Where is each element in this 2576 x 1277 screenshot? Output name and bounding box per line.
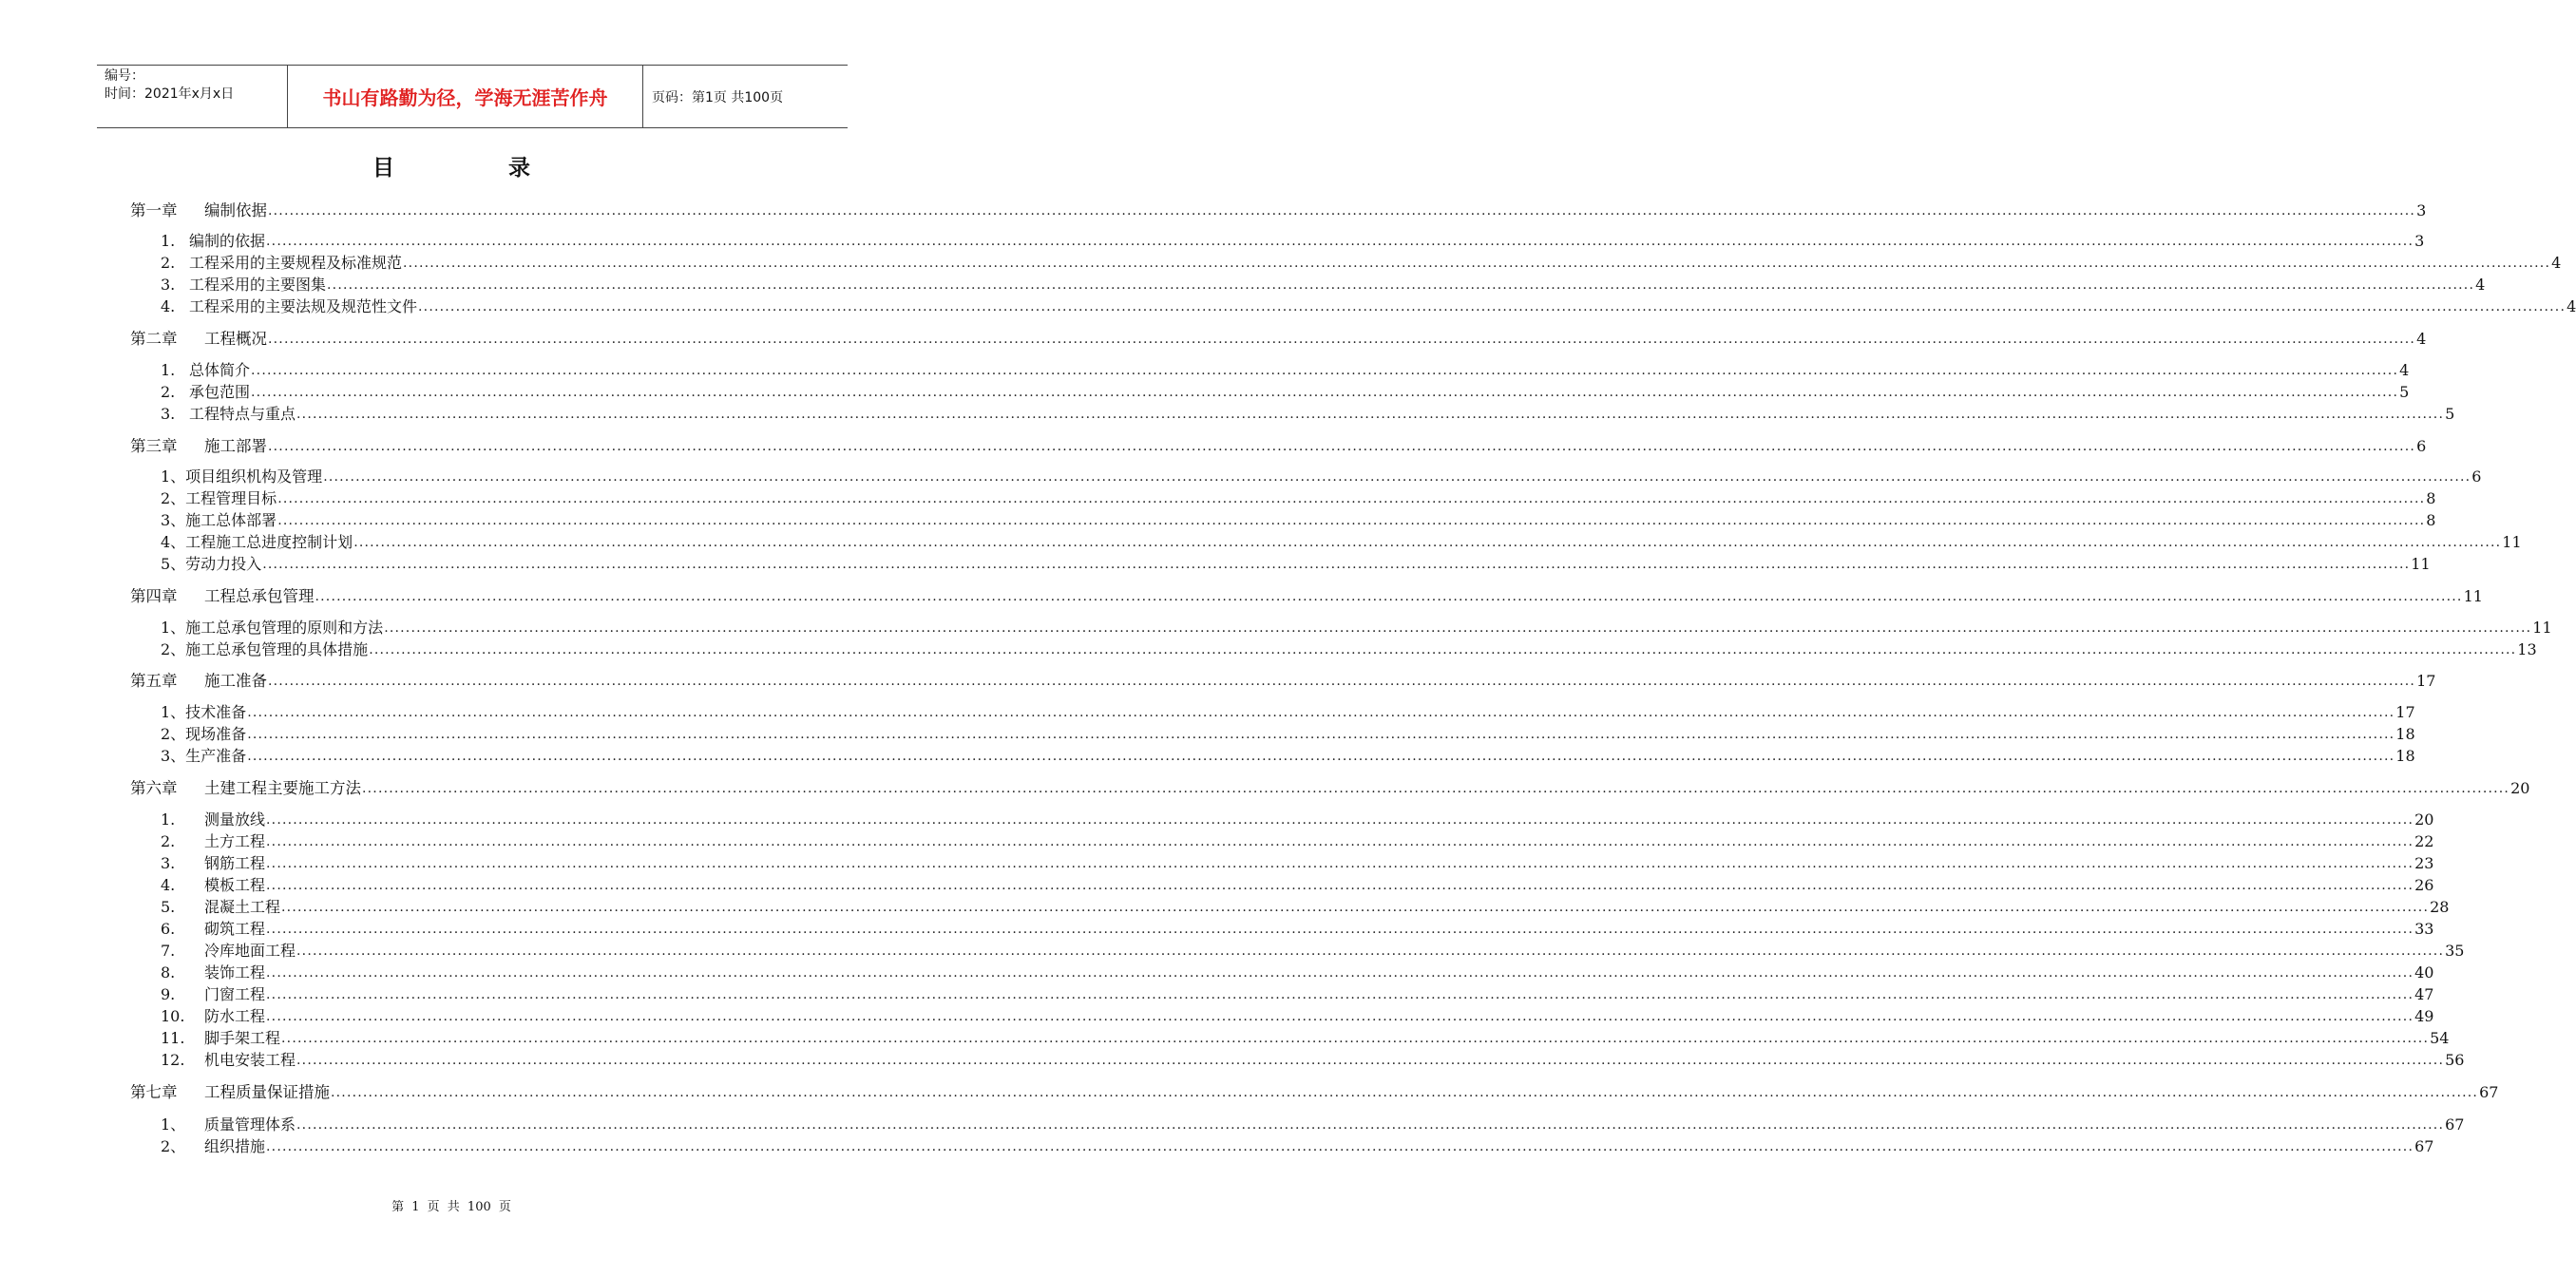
toc-entry-row[interactable] bbox=[0, 808, 2434, 829]
toc-page-number: 67 bbox=[2445, 1115, 2465, 1134]
toc-entry-row[interactable] bbox=[0, 358, 2410, 380]
toc-entry bbox=[204, 876, 2434, 895]
toc-leader-dots: ................................................................................................................................................................................................................................................................................................................................................................................................................ bbox=[266, 922, 2414, 937]
toc-entry-title: 脚手架工程 bbox=[204, 1029, 281, 1047]
toc-leader-dots: ................................................................................................................................................................................................................................................................................................................................................................................................................ bbox=[403, 256, 2551, 271]
toc-entry bbox=[204, 920, 2434, 939]
toc-leader-dots: ................................................................................................................................................................................................................................................................................................................................................................................................................ bbox=[266, 987, 2414, 1002]
toc-entry bbox=[204, 437, 2427, 456]
toc-entry-title: 5、劳动力投入 bbox=[161, 555, 262, 573]
toc-entry-row[interactable] bbox=[0, 700, 2415, 722]
toc-entry-number: 第四章 bbox=[130, 587, 178, 605]
toc-entry-title: 施工准备 bbox=[204, 672, 267, 690]
toc-leader-dots: ................................................................................................................................................................................................................................................................................................................................................................................................................ bbox=[247, 749, 2395, 764]
toc-entry-row[interactable] bbox=[0, 744, 2415, 766]
toc-entry-number: 4. bbox=[161, 297, 176, 315]
toc-entry bbox=[161, 747, 2415, 766]
toc-entry-row[interactable] bbox=[0, 530, 2522, 552]
toc-entry bbox=[189, 297, 2576, 316]
toc-entry-number: 3. bbox=[161, 854, 176, 872]
toc-page-number: 4 bbox=[2416, 330, 2427, 348]
toc-entry bbox=[204, 898, 2450, 917]
toc-page-number: 54 bbox=[2430, 1029, 2450, 1047]
toc-entry bbox=[204, 1115, 2465, 1134]
toc-entry-title: 工程概况 bbox=[204, 330, 267, 348]
toc-page-number: 67 bbox=[2414, 1137, 2434, 1155]
toc-leader-dots: ................................................................................................................................................................................................................................................................................................................................................................................................................ bbox=[362, 781, 2510, 796]
toc-entry-row[interactable] bbox=[0, 917, 2434, 939]
toc-entry-row[interactable] bbox=[0, 1134, 2434, 1156]
toc-entry-title: 施工部署 bbox=[204, 437, 267, 455]
toc-entry bbox=[204, 1029, 2450, 1048]
toc-entry-row[interactable] bbox=[0, 873, 2434, 895]
toc-entry-row[interactable] bbox=[0, 552, 2431, 574]
toc-entry-number: 11. bbox=[161, 1029, 185, 1047]
toc-entry bbox=[204, 942, 2465, 961]
toc-entry-title: 工程特点与重点 bbox=[189, 405, 296, 423]
toc-page-number: 4 bbox=[2551, 254, 2562, 272]
toc-entry-row[interactable] bbox=[0, 895, 2450, 917]
toc-entry-row[interactable] bbox=[0, 402, 2455, 424]
toc-leader-dots: ................................................................................................................................................................................................................................................................................................................................................................................................................ bbox=[281, 1031, 2430, 1046]
toc-page-number: 8 bbox=[2426, 489, 2436, 507]
toc-entry bbox=[189, 405, 2455, 424]
toc-entry-title: 工程采用的主要规程及标准规范 bbox=[189, 254, 403, 272]
toc-leader-dots: ................................................................................................................................................................................................................................................................................................................................................................................................................ bbox=[251, 363, 2399, 378]
toc-leader-dots: ................................................................................................................................................................................................................................................................................................................................................................................................................ bbox=[266, 878, 2414, 893]
toc-entry-title: 总体简介 bbox=[189, 361, 251, 379]
toc-leader-dots: ................................................................................................................................................................................................................................................................................................................................................................................................................ bbox=[327, 277, 2475, 293]
toc-page-number: 5 bbox=[2445, 405, 2455, 423]
toc-entry-title: 质量管理体系 bbox=[204, 1115, 296, 1134]
toc-entry-row[interactable] bbox=[0, 638, 2537, 659]
document-number-label: 编号： bbox=[105, 68, 144, 84]
toc-entry-row[interactable] bbox=[0, 295, 2576, 316]
toc-page-number: 20 bbox=[2414, 810, 2434, 829]
toc-leader-dots: ................................................................................................................................................................................................................................................................................................................................................................................................................ bbox=[296, 407, 2445, 422]
toc-entry-number: 1. bbox=[161, 232, 176, 250]
toc-entry-title: 工程总承包管理 bbox=[204, 587, 315, 605]
toc-entry bbox=[161, 725, 2415, 744]
toc-page-number: 40 bbox=[2414, 963, 2434, 982]
page-info-text: 页码：第1页 共100页 bbox=[652, 89, 784, 105]
toc-entry-number: 7. bbox=[161, 942, 176, 960]
toc-entry bbox=[204, 779, 2530, 798]
toc-entry-title: 砌筑工程 bbox=[204, 920, 266, 938]
toc-entry bbox=[204, 587, 2483, 606]
toc-page-number: 5 bbox=[2399, 383, 2410, 401]
toc-entry bbox=[204, 963, 2434, 982]
toc-page-number: 4 bbox=[2399, 361, 2410, 379]
toc-page-number: 6 bbox=[2416, 437, 2427, 455]
toc-entry-number: 4. bbox=[161, 876, 176, 894]
toc-page-number: 49 bbox=[2414, 1007, 2434, 1025]
toc-entry-row[interactable] bbox=[0, 1048, 2465, 1070]
toc-entry-title: 承包范围 bbox=[189, 383, 251, 401]
toc-entry-title: 2、施工总承包管理的具体措施 bbox=[161, 640, 369, 658]
toc-page-number: 33 bbox=[2414, 920, 2434, 938]
toc-page-number: 67 bbox=[2479, 1083, 2499, 1101]
toc-chapter-row[interactable] bbox=[0, 199, 2427, 220]
toc-entry-row[interactable] bbox=[0, 829, 2434, 851]
toc-entry-row[interactable] bbox=[0, 1113, 2465, 1134]
toc-entry-title: 3、生产准备 bbox=[161, 747, 247, 765]
toc-entry-row[interactable] bbox=[0, 273, 2486, 295]
motto-text: 书山有路勤为径，学海无涯苦作舟 bbox=[322, 86, 608, 109]
toc-entry bbox=[204, 985, 2434, 1004]
toc-entry-row[interactable] bbox=[0, 251, 2562, 273]
toc-chapter-row[interactable] bbox=[0, 669, 2436, 691]
toc-entry-number: 第七章 bbox=[130, 1083, 178, 1101]
toc-entry-title: 4、工程施工总进度控制计划 bbox=[161, 533, 353, 551]
toc-entry-row[interactable] bbox=[0, 1004, 2434, 1026]
toc-page-number: 47 bbox=[2414, 985, 2434, 1003]
toc-page-number: 20 bbox=[2510, 779, 2530, 797]
toc-entry-number: 10. bbox=[161, 1007, 185, 1025]
toc-page-number: 4 bbox=[2566, 297, 2576, 315]
toc-leader-dots: ................................................................................................................................................................................................................................................................................................................................................................................................................ bbox=[384, 620, 2532, 636]
toc-entry-row[interactable] bbox=[0, 939, 2465, 961]
toc-entry bbox=[204, 672, 2436, 691]
toc-entry bbox=[161, 619, 2552, 638]
toc-entry-row[interactable] bbox=[0, 229, 2425, 251]
toc-entry-number: 第二章 bbox=[130, 330, 178, 348]
toc-leader-dots: ................................................................................................................................................................................................................................................................................................................................................................................................................ bbox=[247, 705, 2395, 720]
toc-title-left: 目 bbox=[372, 156, 394, 181]
toc-leader-dots: ................................................................................................................................................................................................................................................................................................................................................................................................................ bbox=[266, 1009, 2414, 1024]
toc-entry-title: 编制依据 bbox=[204, 201, 267, 219]
toc-entry bbox=[189, 361, 2410, 380]
toc-leader-dots: ................................................................................................................................................................................................................................................................................................................................................................................................................ bbox=[266, 1139, 2414, 1154]
toc-leader-dots: ................................................................................................................................................................................................................................................................................................................................................................................................................ bbox=[331, 1085, 2479, 1100]
toc-entry-title: 1、技术准备 bbox=[161, 703, 247, 721]
toc-leader-dots: ................................................................................................................................................................................................................................................................................................................................................................................................................ bbox=[262, 557, 2411, 572]
toc-entry-number: 9. bbox=[161, 985, 176, 1003]
toc-entry-title: 工程采用的主要图集 bbox=[189, 276, 327, 294]
toc-entry-row[interactable] bbox=[0, 465, 2482, 486]
toc-leader-dots: ................................................................................................................................................................................................................................................................................................................................................................................................................ bbox=[247, 727, 2395, 742]
toc-page-number: 3 bbox=[2414, 232, 2425, 250]
toc-page-number: 17 bbox=[2395, 703, 2415, 721]
page-footer: 第 1 页 共 100 页 bbox=[391, 1200, 511, 1214]
toc-leader-dots: ................................................................................................................................................................................................................................................................................................................................................................................................................ bbox=[296, 943, 2445, 959]
toc-entry-title: 门窗工程 bbox=[204, 985, 266, 1003]
toc-leader-dots: ................................................................................................................................................................................................................................................................................................................................................................................................................ bbox=[266, 234, 2414, 249]
toc-page-number: 11 bbox=[2532, 619, 2552, 637]
toc-leader-dots: ................................................................................................................................................................................................................................................................................................................................................................................................................ bbox=[296, 1053, 2445, 1068]
toc-entry-title: 装饰工程 bbox=[204, 963, 266, 982]
toc-entry bbox=[161, 489, 2436, 508]
toc-entry bbox=[204, 810, 2434, 829]
header-motto bbox=[288, 66, 643, 127]
toc-entry-row[interactable] bbox=[0, 982, 2434, 1004]
toc-entry-number: 2. bbox=[161, 254, 176, 272]
toc-entry-title: 3、施工总体部署 bbox=[161, 511, 277, 529]
toc-page-number: 22 bbox=[2414, 832, 2434, 850]
toc-entry bbox=[161, 640, 2537, 659]
toc-page-number: 18 bbox=[2395, 725, 2415, 743]
toc-leader-dots: ................................................................................................................................................................................................................................................................................................................................................................................................................ bbox=[281, 900, 2430, 915]
toc-leader-dots: ................................................................................................................................................................................................................................................................................................................................................................................................................ bbox=[277, 513, 2426, 528]
toc-entry-title: 组织措施 bbox=[204, 1137, 266, 1155]
toc-entry bbox=[204, 330, 2427, 349]
toc-title-right: 录 bbox=[508, 156, 530, 181]
toc-entry-number: 2. bbox=[161, 383, 176, 401]
toc-leader-dots: ................................................................................................................................................................................................................................................................................................................................................................................................................ bbox=[266, 965, 2414, 981]
toc-leader-dots: ................................................................................................................................................................................................................................................................................................................................................................................................................ bbox=[315, 589, 2463, 604]
toc-leader-dots: ................................................................................................................................................................................................................................................................................................................................................................................................................ bbox=[268, 439, 2416, 454]
toc-entry-row[interactable] bbox=[0, 486, 2436, 508]
toc-entry-number: 第三章 bbox=[130, 437, 178, 455]
toc-entry-row[interactable] bbox=[0, 722, 2415, 744]
toc-page-number: 17 bbox=[2416, 672, 2436, 690]
toc-leader-dots: ................................................................................................................................................................................................................................................................................................................................................................................................................ bbox=[369, 642, 2517, 658]
toc-entry-title: 1、项目组织机构及管理 bbox=[161, 467, 323, 486]
toc-chapter-row[interactable] bbox=[0, 434, 2427, 456]
toc-entry-number: 第一章 bbox=[130, 201, 178, 219]
toc-entry-title: 2、工程管理目标 bbox=[161, 489, 277, 507]
toc-entry-row[interactable] bbox=[0, 616, 2552, 638]
toc-entry-title: 工程质量保证措施 bbox=[204, 1083, 330, 1101]
toc-entry-row[interactable] bbox=[0, 508, 2436, 530]
toc-page-number: 56 bbox=[2445, 1051, 2465, 1069]
toc-page-number: 26 bbox=[2414, 876, 2434, 894]
toc-leader-dots: ................................................................................................................................................................................................................................................................................................................................................................................................................ bbox=[353, 535, 2502, 550]
toc-leader-dots: ................................................................................................................................................................................................................................................................................................................................................................................................................ bbox=[266, 856, 2414, 871]
toc-entry bbox=[161, 511, 2436, 530]
toc-leader-dots: ................................................................................................................................................................................................................................................................................................................................................................................................................ bbox=[268, 203, 2416, 219]
toc-leader-dots: ................................................................................................................................................................................................................................................................................................................................................................................................................ bbox=[268, 674, 2416, 689]
toc-leader-dots: ................................................................................................................................................................................................................................................................................................................................................................................................................ bbox=[418, 299, 2566, 314]
toc-leader-dots: ................................................................................................................................................................................................................................................................................................................................................................................................................ bbox=[277, 491, 2426, 506]
toc-chapter-row[interactable] bbox=[0, 776, 2530, 798]
toc-page-number: 35 bbox=[2445, 942, 2465, 960]
toc-entry bbox=[189, 276, 2486, 295]
toc-entry bbox=[204, 832, 2434, 851]
toc-entry-title: 2、现场准备 bbox=[161, 725, 247, 743]
toc-entry-row[interactable] bbox=[0, 961, 2434, 982]
toc-entry-number: 1、 bbox=[161, 1115, 186, 1134]
toc-chapter-row[interactable] bbox=[0, 584, 2483, 606]
toc-entry bbox=[189, 232, 2425, 251]
toc-leader-dots: ................................................................................................................................................................................................................................................................................................................................................................................................................ bbox=[323, 469, 2471, 485]
toc-entry-row[interactable] bbox=[0, 1026, 2450, 1048]
toc-entry-number: 第六章 bbox=[130, 779, 178, 797]
toc-page-number: 4 bbox=[2475, 276, 2486, 294]
toc-entry-number: 8. bbox=[161, 963, 176, 982]
toc-page-number: 11 bbox=[2463, 587, 2483, 605]
toc-chapter-row[interactable] bbox=[0, 327, 2427, 349]
toc-entry-title: 土方工程 bbox=[204, 832, 266, 850]
toc-entry-title: 冷库地面工程 bbox=[204, 942, 296, 960]
toc-leader-dots: ................................................................................................................................................................................................................................................................................................................................................................................................................ bbox=[268, 332, 2416, 347]
toc-leader-dots: ................................................................................................................................................................................................................................................................................................................................................................................................................ bbox=[266, 812, 2414, 828]
toc-page-number: 23 bbox=[2414, 854, 2434, 872]
toc-page-number: 28 bbox=[2430, 898, 2450, 916]
toc-page-number: 11 bbox=[2411, 555, 2431, 573]
toc-entry-number: 12. bbox=[161, 1051, 185, 1069]
toc-entry-title: 编制的依据 bbox=[189, 232, 266, 250]
toc-entry-number: 3. bbox=[161, 405, 176, 423]
toc-page-number: 6 bbox=[2471, 467, 2482, 486]
toc-leader-dots: ................................................................................................................................................................................................................................................................................................................................................................................................................ bbox=[266, 834, 2414, 849]
toc-entry-title: 防水工程 bbox=[204, 1007, 266, 1025]
toc-leader-dots: ................................................................................................................................................................................................................................................................................................................................................................................................................ bbox=[251, 385, 2399, 400]
document-header bbox=[97, 65, 848, 128]
toc-entry bbox=[161, 533, 2522, 552]
toc-entry-row[interactable] bbox=[0, 851, 2434, 873]
toc-entry bbox=[204, 1137, 2434, 1156]
toc-entry-title: 土建工程主要施工方法 bbox=[204, 779, 361, 797]
toc-title bbox=[0, 150, 903, 181]
toc-entry-title: 钢筋工程 bbox=[204, 854, 266, 872]
toc-leader-dots: ................................................................................................................................................................................................................................................................................................................................................................................................................ bbox=[296, 1117, 2445, 1133]
toc-page-number: 3 bbox=[2416, 201, 2427, 219]
toc-entry-number: 3. bbox=[161, 276, 176, 294]
toc-entry-row[interactable] bbox=[0, 380, 2410, 402]
toc-entry-title: 模板工程 bbox=[204, 876, 266, 894]
toc-entry-title: 测量放线 bbox=[204, 810, 266, 829]
toc-entry bbox=[189, 254, 2562, 273]
header-meta bbox=[97, 66, 288, 127]
toc-page-number: 11 bbox=[2502, 533, 2522, 551]
toc-entry-number: 第五章 bbox=[130, 672, 178, 690]
toc-entry bbox=[161, 555, 2431, 574]
toc-entry-number: 1. bbox=[161, 810, 176, 829]
toc-entry-title: 机电安装工程 bbox=[204, 1051, 296, 1069]
toc-page-number: 8 bbox=[2426, 511, 2436, 529]
toc-entry-title: 1、施工总承包管理的原则和方法 bbox=[161, 619, 384, 637]
toc-entry-number: 5. bbox=[161, 898, 176, 916]
toc-entry-title: 混凝土工程 bbox=[204, 898, 281, 916]
toc-entry-number: 1. bbox=[161, 361, 176, 379]
toc-entry bbox=[204, 201, 2427, 220]
toc-entry bbox=[204, 854, 2434, 873]
toc-page-number: 13 bbox=[2517, 640, 2537, 658]
toc-entry bbox=[189, 383, 2410, 402]
document-time: 时间：2021年x月x日 bbox=[105, 86, 235, 102]
toc-entry-number: 2、 bbox=[161, 1137, 186, 1155]
toc-entry bbox=[204, 1083, 2499, 1102]
toc-entry-number: 6. bbox=[161, 920, 176, 938]
toc-chapter-row[interactable] bbox=[0, 1080, 2499, 1102]
toc-entry bbox=[204, 1007, 2434, 1026]
toc-entry bbox=[161, 703, 2415, 722]
toc-entry-number: 2. bbox=[161, 832, 176, 850]
toc-entry-title: 工程采用的主要法规及规范性文件 bbox=[189, 297, 418, 315]
toc-entry bbox=[161, 467, 2482, 486]
header-page-info bbox=[643, 66, 848, 127]
toc-entry bbox=[204, 1051, 2465, 1070]
toc-page-number: 18 bbox=[2395, 747, 2415, 765]
